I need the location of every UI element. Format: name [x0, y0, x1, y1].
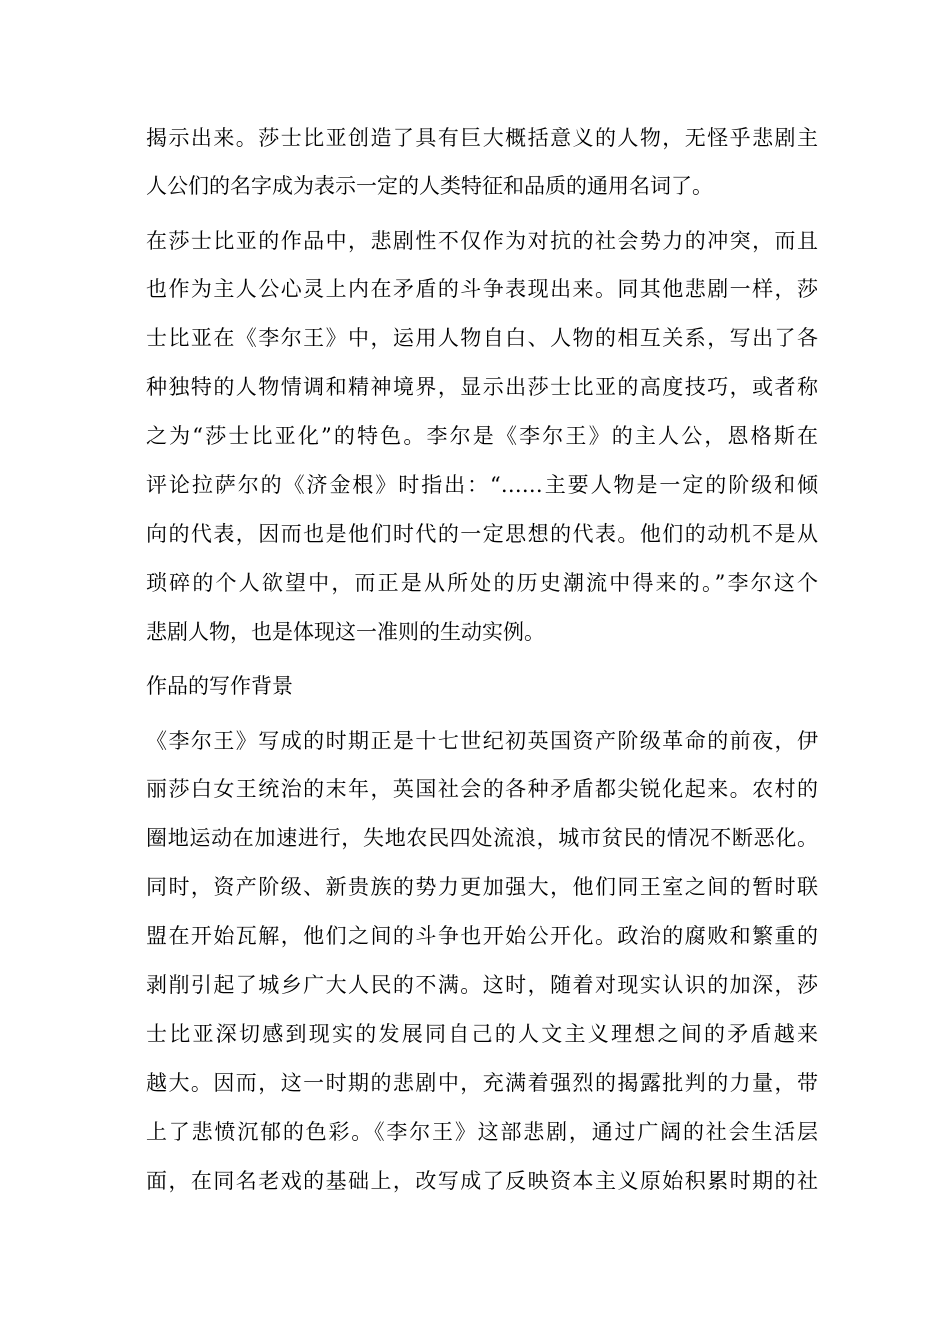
paragraph-3-line-5: 盟在开始瓦解，他们之间的斗争也开始公开化。政治的腐败和繁重的 — [146, 924, 818, 948]
paragraph-3-line-10: 面，在同名老戏的基础上，改写成了反映资本主义原始积累时期的社 — [146, 1169, 818, 1193]
paragraph-3-line-3: 圈地运动在加速进行，失地农民四处流浪，城市贫民的情况不断恶化。 — [146, 826, 818, 850]
paragraph-2-line-2: 也作为主人公心灵上内在矛盾的斗争表现出来。同其他悲剧一样，莎 — [146, 277, 818, 301]
paragraph-3-line-8: 越大。因而，这一时期的悲剧中，充满着强烈的揭露批判的力量，带 — [146, 1071, 818, 1095]
paragraph-2-line-8: 琐碎的个人欲望中，而正是从所处的历史潮流中得来的。”李尔这个 — [146, 571, 818, 595]
paragraph-1-line-2: 人公们的名字成为表示一定的人类特征和品质的通用名词了。 — [146, 174, 713, 198]
paragraph-2-line-9: 悲剧人物，也是体现这一准则的生动实例。 — [146, 620, 545, 644]
paragraph-3-line-6: 剥削引起了城乡广大人民的不满。这时，随着对现实认识的加深，莎 — [146, 973, 818, 997]
paragraph-3-line-2: 丽莎白女王统治的末年，英国社会的各种矛盾都尖锐化起来。农村的 — [146, 777, 818, 801]
section-heading: 作品的写作背景 — [146, 674, 293, 698]
paragraph-2-line-3: 士比亚在《李尔王》中，运用人物自白、人物的相互关系，写出了各 — [146, 326, 818, 350]
paragraph-2-line-1: 在莎士比亚的作品中，悲剧性不仅作为对抗的社会势力的冲突，而且 — [146, 229, 818, 253]
paragraph-2-line-5: 之为“莎士比亚化”的特色。李尔是《李尔王》的主人公，恩格斯在 — [146, 424, 818, 448]
paragraph-1-line-1: 揭示出来。莎士比亚创造了具有巨大概括意义的人物，无怪乎悲剧主 — [146, 126, 818, 150]
paragraph-3-line-4: 同时，资产阶级、新贵族的势力更加强大，他们同王室之间的暂时联 — [146, 875, 818, 899]
paragraph-3-line-1: 《李尔王》写成的时期正是十七世纪初英国资产阶级革命的前夜，伊 — [146, 729, 818, 753]
paragraph-2-line-4: 种独特的人物情调和精神境界，显示出莎士比亚的高度技巧，或者称 — [146, 375, 818, 399]
paragraph-3-line-7: 士比亚深切感到现实的发展同自己的人文主义理想之间的矛盾越来 — [146, 1022, 818, 1046]
paragraph-2-line-6: 评论拉萨尔的《济金根》时指出：“……主要人物是一定的阶级和倾 — [146, 473, 818, 497]
paragraph-2-line-7: 向的代表，因而也是他们时代的一定思想的代表。他们的动机不是从 — [146, 522, 818, 546]
paragraph-3-line-9: 上了悲愤沉郁的色彩。《李尔王》这部悲剧，通过广阔的社会生活层 — [146, 1120, 818, 1144]
